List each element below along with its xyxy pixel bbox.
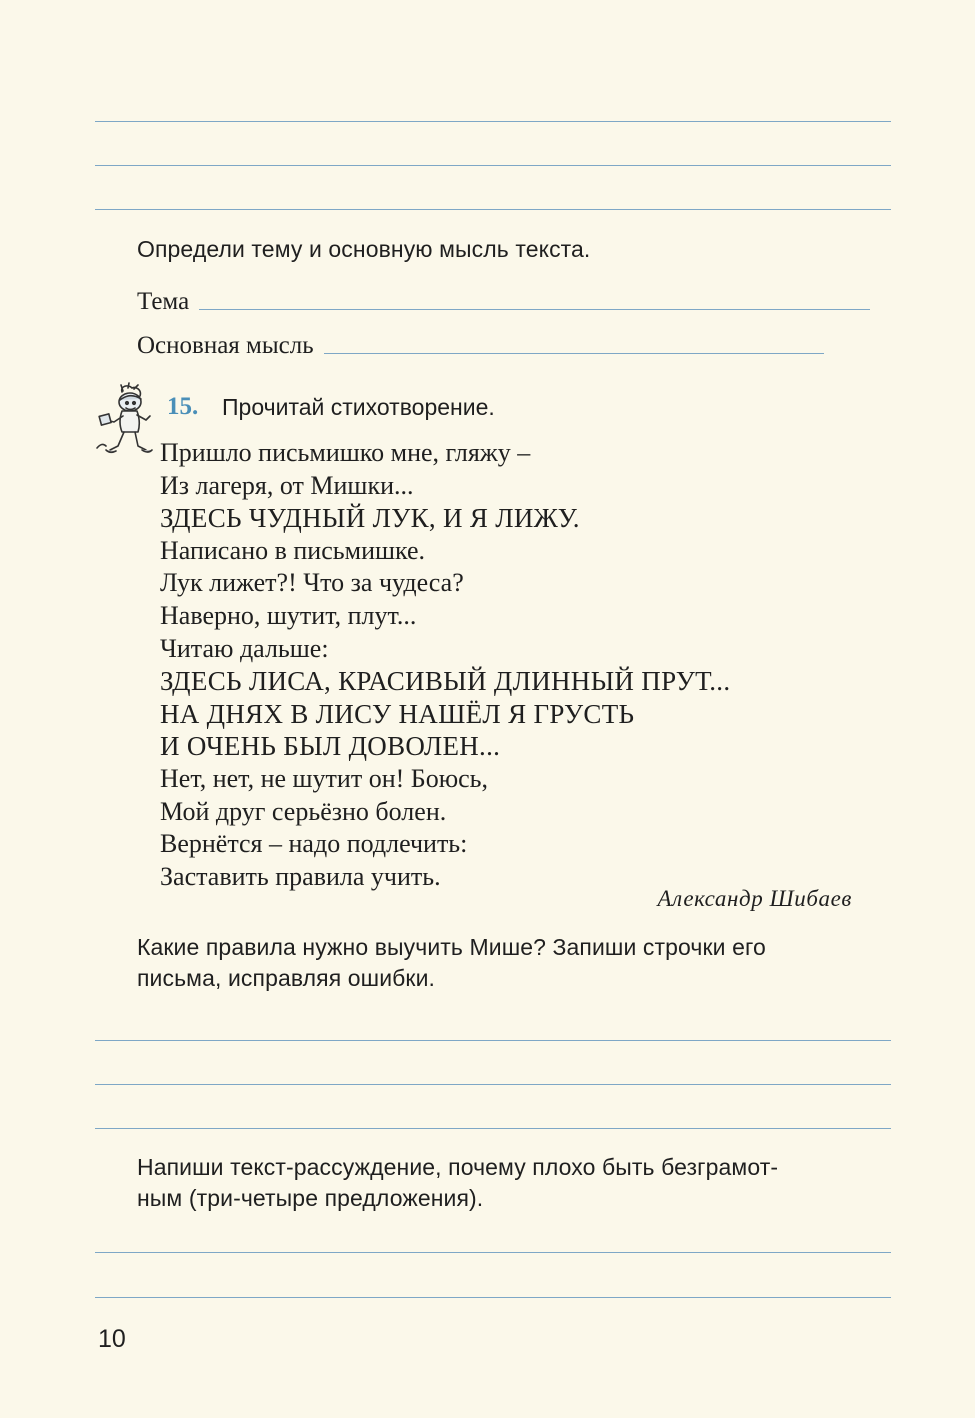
poem-line: Лук лижет?! Что за чудеса? <box>160 568 464 598</box>
poem-line: Пришло письмишко мне, гляжу – <box>160 438 531 467</box>
writing-line[interactable] <box>95 1128 891 1129</box>
poem-line: ЗДЕСЬ ЧУДНЫЙ ЛУК, И Я ЛИЖУ. <box>160 503 580 534</box>
task-essay-line: ным (три-четыре предложения). <box>137 1185 484 1211</box>
poem-line: Нет, нет, не шутит он! Боюсь, <box>160 763 489 793</box>
poem-line: Написано в письмишке. <box>160 535 426 565</box>
poem <box>160 437 730 893</box>
main-idea-answer-line[interactable] <box>324 353 824 354</box>
writing-line[interactable] <box>95 1252 891 1253</box>
writing-line[interactable] <box>95 165 891 166</box>
writing-line[interactable] <box>95 1040 891 1041</box>
task-rules-line: письма, исправляя ошибки. <box>137 965 436 991</box>
theme-label: Тема <box>137 288 190 315</box>
reading-boy-icon <box>92 382 156 460</box>
theme-answer-line[interactable] <box>199 309 870 310</box>
task-rules <box>137 932 766 994</box>
task-rules-line: Какие правила нужно выучить Мише? Запиши строчки его <box>137 934 766 960</box>
poem-line: Мой друг серьёзно болен. <box>160 796 447 826</box>
poem-line: И ОЧЕНЬ БЫЛ ДОВОЛЕН... <box>160 731 501 762</box>
theme-row <box>137 288 870 316</box>
poem-author: Александр Шибаев <box>657 886 852 911</box>
poem-line: Вернётся – надо подлечить: <box>160 829 468 859</box>
poem-line: Из лагеря, от Мишки... <box>160 470 414 500</box>
main-idea-label: Основная мысль <box>137 332 314 359</box>
task-essay-line: Напиши текст-рассуждение, почему плохо быть безграмот- <box>137 1154 779 1180</box>
poem-line: ЗДЕСЬ ЛИСА, КРАСИВЫЙ ДЛИННЫЙ ПРУТ... <box>160 666 731 697</box>
main-idea-row <box>137 332 824 360</box>
poem-line: НА ДНЯХ В ЛИСУ НАШЁЛ Я ГРУСТЬ <box>160 698 635 729</box>
task-determine-theme: Определи тему и основную мысль текста. <box>137 236 591 262</box>
writing-line[interactable] <box>95 1084 891 1085</box>
exercise-number: 15. <box>167 393 199 420</box>
exercise-instruction: Прочитай стихотворение. <box>222 394 495 420</box>
task-essay <box>137 1152 778 1214</box>
writing-line[interactable] <box>95 1297 891 1298</box>
writing-line[interactable] <box>95 121 891 122</box>
page-number: 10 <box>98 1325 126 1353</box>
writing-line[interactable] <box>95 209 891 210</box>
poem-line: Читаю дальше: <box>160 633 329 663</box>
poem-line: Наверно, шутит, плут... <box>160 600 417 630</box>
poem-line: Заставить правила учить. <box>160 861 441 891</box>
